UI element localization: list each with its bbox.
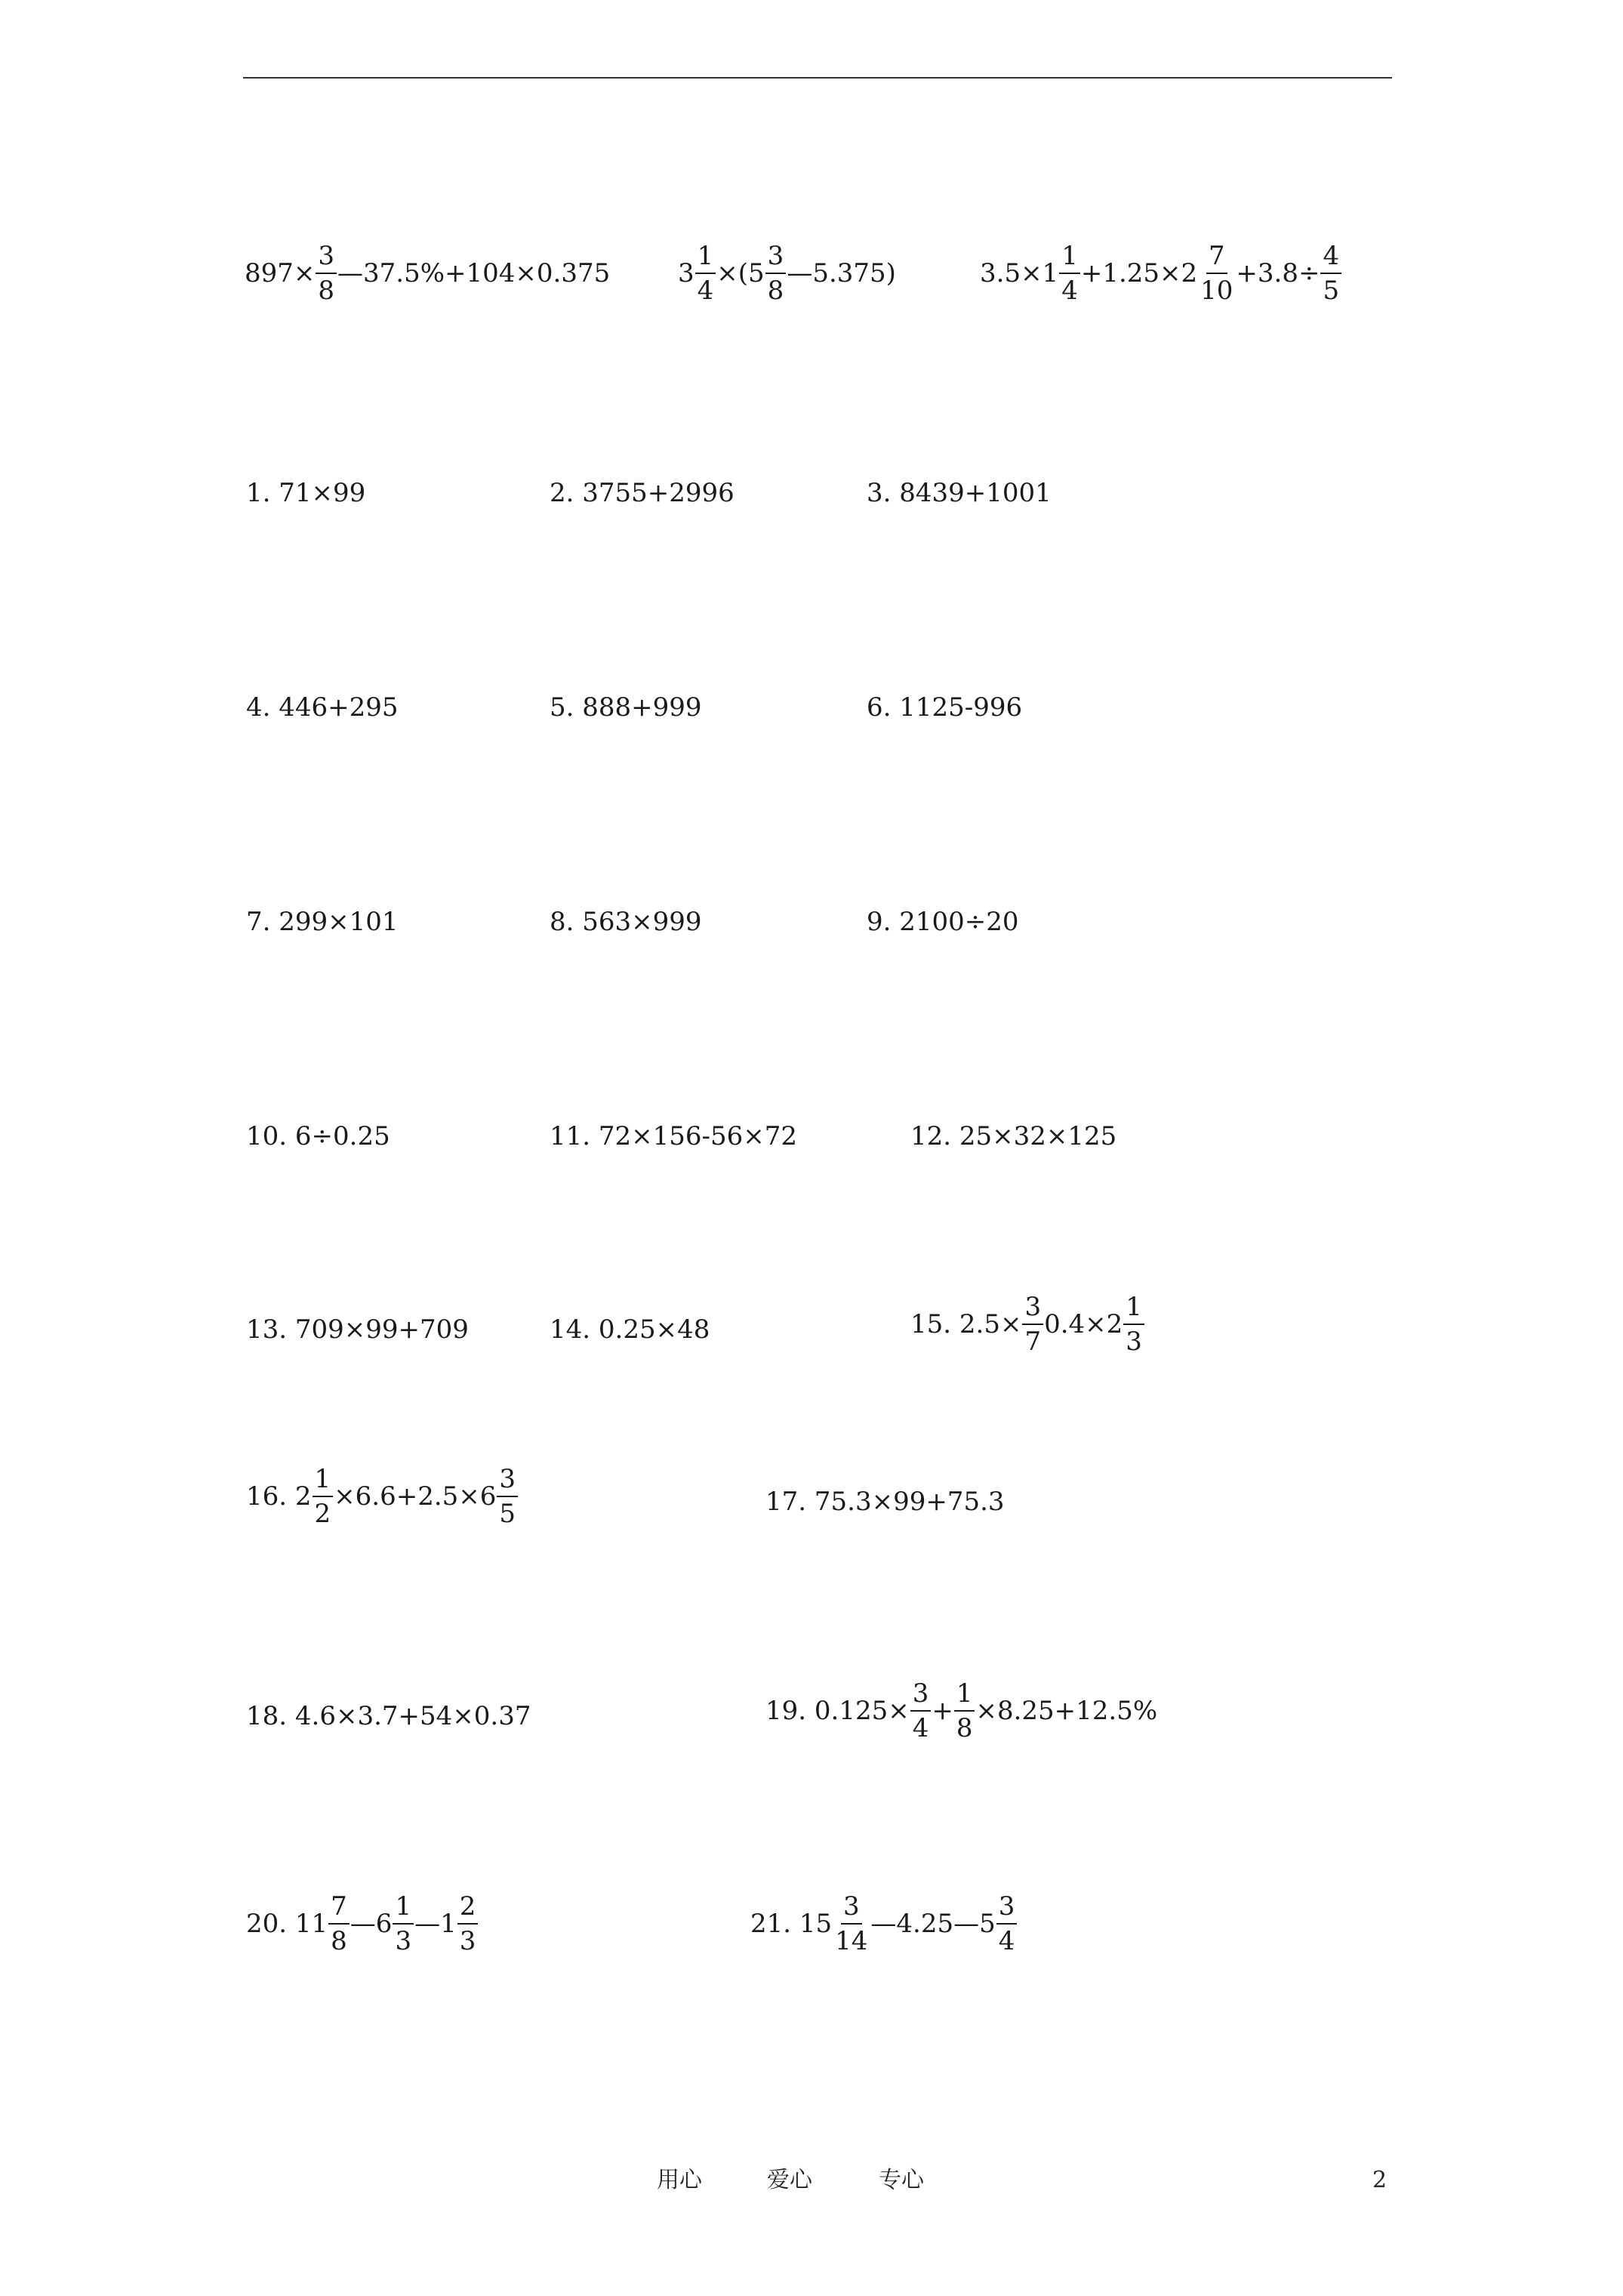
numerator: 4 [1320, 243, 1341, 274]
problem-1: 1. 71×99 [246, 478, 366, 508]
denominator: 4 [998, 1926, 1015, 1956]
numerator: 3 [1022, 1294, 1043, 1325]
numerator: 1 [954, 1681, 975, 1712]
fraction [1198, 243, 1235, 304]
denominator: 3 [459, 1926, 476, 1956]
denominator: 4 [1061, 276, 1078, 306]
problem-21 [750, 1891, 1018, 1956]
problem-5: 5. 888+999 [550, 692, 702, 723]
numerator: 1 [1123, 1294, 1144, 1325]
text: —4.25—5 [870, 1909, 996, 1939]
problem-0b [678, 243, 896, 304]
text: —5.375) [787, 258, 896, 288]
fraction [996, 1891, 1018, 1956]
text: +1.25×2 [1080, 258, 1198, 288]
text: 15. 2.5× [910, 1309, 1022, 1339]
denominator: 14 [835, 1926, 868, 1956]
numerator: 3 [497, 1466, 518, 1497]
text: 0.4×2 [1044, 1309, 1123, 1339]
fraction [1123, 1292, 1144, 1357]
problem-6: 6. 1125-996 [867, 692, 1023, 723]
denominator: 3 [1126, 1327, 1142, 1357]
fraction [910, 1678, 932, 1743]
text: ×(5 [716, 258, 765, 288]
text: +3.8÷ [1236, 258, 1320, 288]
page-number: 2 [1372, 2167, 1387, 2193]
text: 19. 0.125× [765, 1696, 910, 1726]
text: —6 [350, 1909, 393, 1939]
problem-15 [910, 1292, 1145, 1357]
text: ×6.6+2.5×6 [334, 1481, 497, 1512]
numerator: 3 [841, 1894, 862, 1925]
text: 3 [678, 258, 694, 288]
text: 897× [245, 258, 316, 288]
problem-19 [765, 1678, 1158, 1743]
fraction [833, 1891, 870, 1956]
fraction [954, 1678, 975, 1743]
numerator: 3 [765, 243, 787, 274]
denominator: 5 [1323, 276, 1340, 306]
problem-13: 13. 709×99+709 [246, 1314, 469, 1345]
denominator: 8 [331, 1926, 347, 1956]
problem-16 [246, 1466, 519, 1527]
fraction [457, 1891, 479, 1956]
denominator: 5 [499, 1499, 516, 1529]
denominator: 10 [1200, 276, 1233, 306]
numerator: 3 [316, 243, 337, 274]
problem-0a [245, 243, 610, 304]
numerator: 1 [695, 243, 716, 274]
text: —1 [414, 1909, 457, 1939]
fraction [765, 243, 787, 304]
numerator: 1 [1059, 243, 1080, 274]
problem-10: 10. 6÷0.25 [246, 1121, 390, 1151]
problem-17: 17. 75.3×99+75.3 [765, 1487, 1005, 1517]
numerator: 1 [313, 1466, 334, 1497]
fraction [695, 243, 716, 304]
fraction [313, 1466, 334, 1527]
fraction [328, 1891, 350, 1956]
text: 3.5×1 [980, 258, 1059, 288]
problem-2: 2. 3755+2996 [550, 478, 735, 508]
denominator: 8 [767, 276, 784, 306]
problem-9: 9. 2100÷20 [867, 907, 1019, 937]
fraction [316, 243, 337, 304]
footer-word-1: 用心 [657, 2167, 702, 2193]
fraction [1320, 243, 1341, 304]
denominator: 8 [956, 1713, 973, 1743]
problem-12: 12. 25×32×125 [910, 1121, 1117, 1151]
problem-0c [980, 243, 1342, 304]
problem-7: 7. 299×101 [246, 907, 399, 937]
denominator: 7 [1024, 1327, 1042, 1357]
text: —37.5%+104×0.375 [337, 258, 611, 288]
problem-4: 4. 446+295 [246, 692, 399, 723]
fraction [497, 1466, 518, 1527]
problem-18: 18. 4.6×3.7+54×0.37 [246, 1701, 531, 1731]
text: 16. 2 [246, 1481, 312, 1512]
numerator: 2 [457, 1894, 479, 1925]
denominator: 2 [314, 1499, 331, 1529]
numerator: 3 [996, 1894, 1018, 1925]
denominator: 4 [697, 276, 714, 306]
numerator: 7 [328, 1894, 350, 1925]
problem-20 [246, 1891, 479, 1956]
numerator: 3 [910, 1681, 932, 1712]
text: + [932, 1696, 953, 1726]
text: 20. 11 [246, 1909, 328, 1939]
denominator: 3 [395, 1926, 412, 1956]
problem-14: 14. 0.25×48 [550, 1314, 710, 1345]
footer-word-3: 专心 [879, 2167, 924, 2193]
footer-word-2: 爱心 [767, 2167, 812, 2193]
problem-3: 3. 8439+1001 [867, 478, 1052, 508]
numerator: 1 [393, 1894, 414, 1925]
fraction [393, 1891, 414, 1956]
denominator: 8 [318, 276, 335, 306]
fraction [1059, 243, 1080, 304]
text: ×8.25+12.5% [975, 1696, 1158, 1726]
problem-11: 11. 72×156-56×72 [550, 1121, 798, 1151]
problem-8: 8. 563×999 [550, 907, 702, 937]
denominator: 4 [912, 1713, 929, 1743]
header-rule [243, 77, 1392, 79]
fraction [1022, 1292, 1043, 1357]
text: 21. 15 [750, 1909, 833, 1939]
numerator: 7 [1206, 243, 1227, 274]
